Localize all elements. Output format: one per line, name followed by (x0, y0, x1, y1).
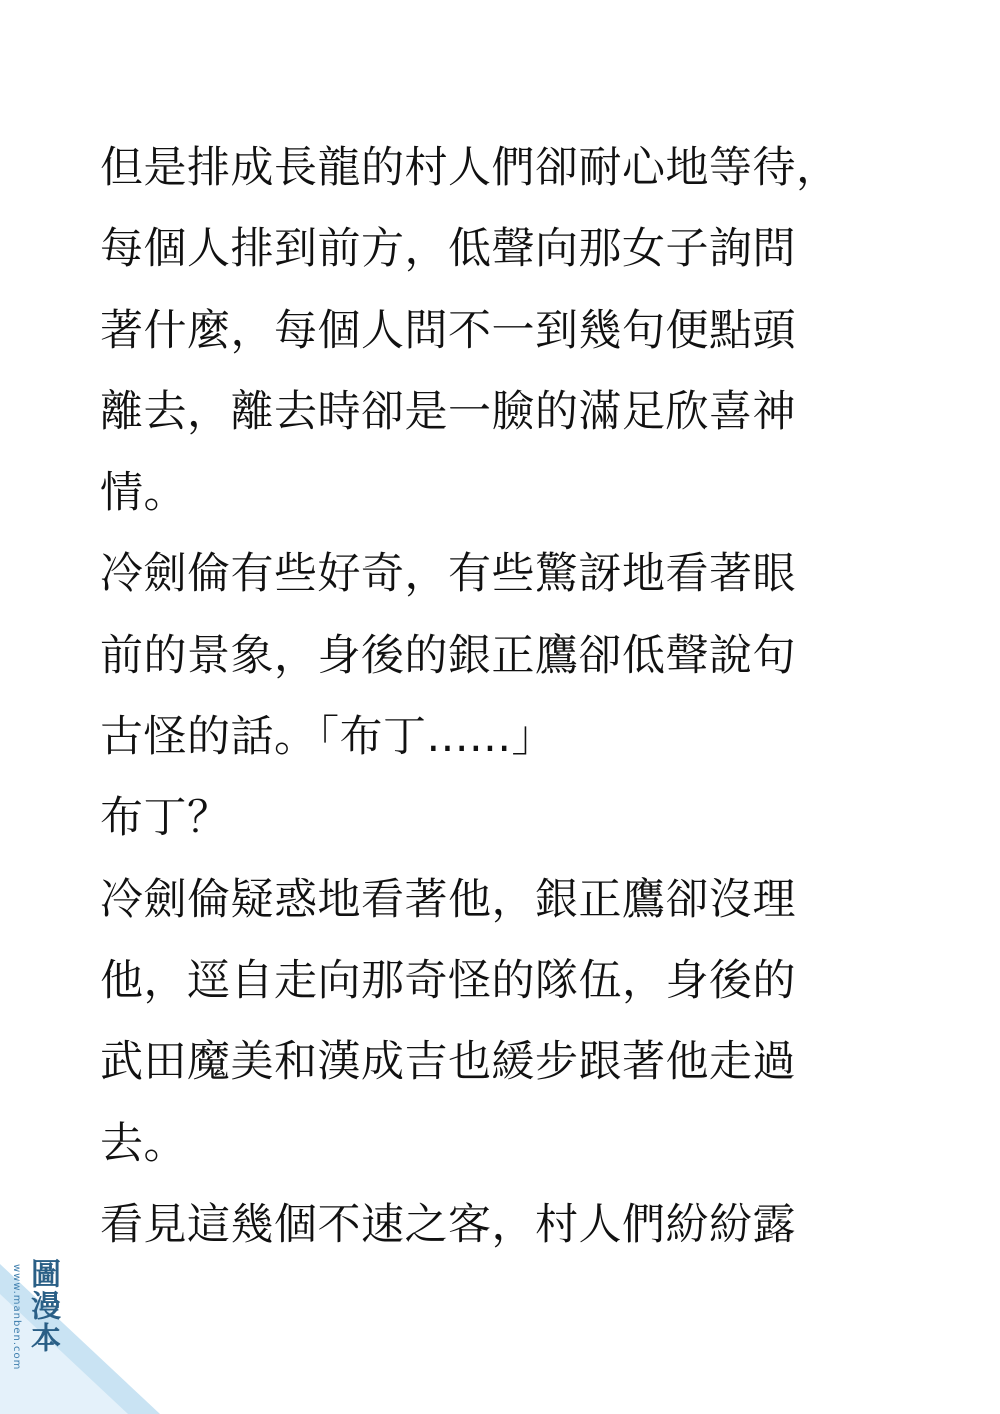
text-line: 但是排成長龍的村人們卻耐心地等待， (100, 143, 840, 193)
watermark (0, 1254, 160, 1414)
body-text (100, 128, 960, 1266)
text-line: 情。 (100, 468, 187, 519)
watermark-url: www.manben.com (11, 1264, 22, 1371)
text-line: 冷劍倫疑惑地看著他，銀正鷹卻沒理 (100, 874, 796, 925)
text-line: 武田魔美和漢成吉也緩步跟著他走過 (100, 1037, 796, 1088)
text-line: 他，逕自走向那奇怪的隊伍，身後的 (100, 955, 796, 1006)
text-line: 前的景象，身後的銀正鷹卻低聲說句 (100, 630, 796, 681)
text-line: 看見這幾個不速之客，村人們紛紛露 (100, 1199, 796, 1250)
text-line: 布丁？ (100, 793, 231, 844)
watermark-logo: 圖漫本 (25, 1258, 60, 1354)
text-line: 每個人排到前方，低聲向那女子詢問 (100, 224, 796, 275)
text-line: 著什麼，每個人問不一到幾句便點頭 (100, 305, 796, 356)
text-line: 離去，離去時卻是一臉的滿足欣喜神 (100, 386, 796, 437)
text-line: 去。 (100, 1118, 187, 1169)
text-line: 古怪的話。「布丁......」 (100, 712, 556, 763)
text-line: 冷劍倫有些好奇，有些驚訝地看著眼 (100, 549, 796, 600)
